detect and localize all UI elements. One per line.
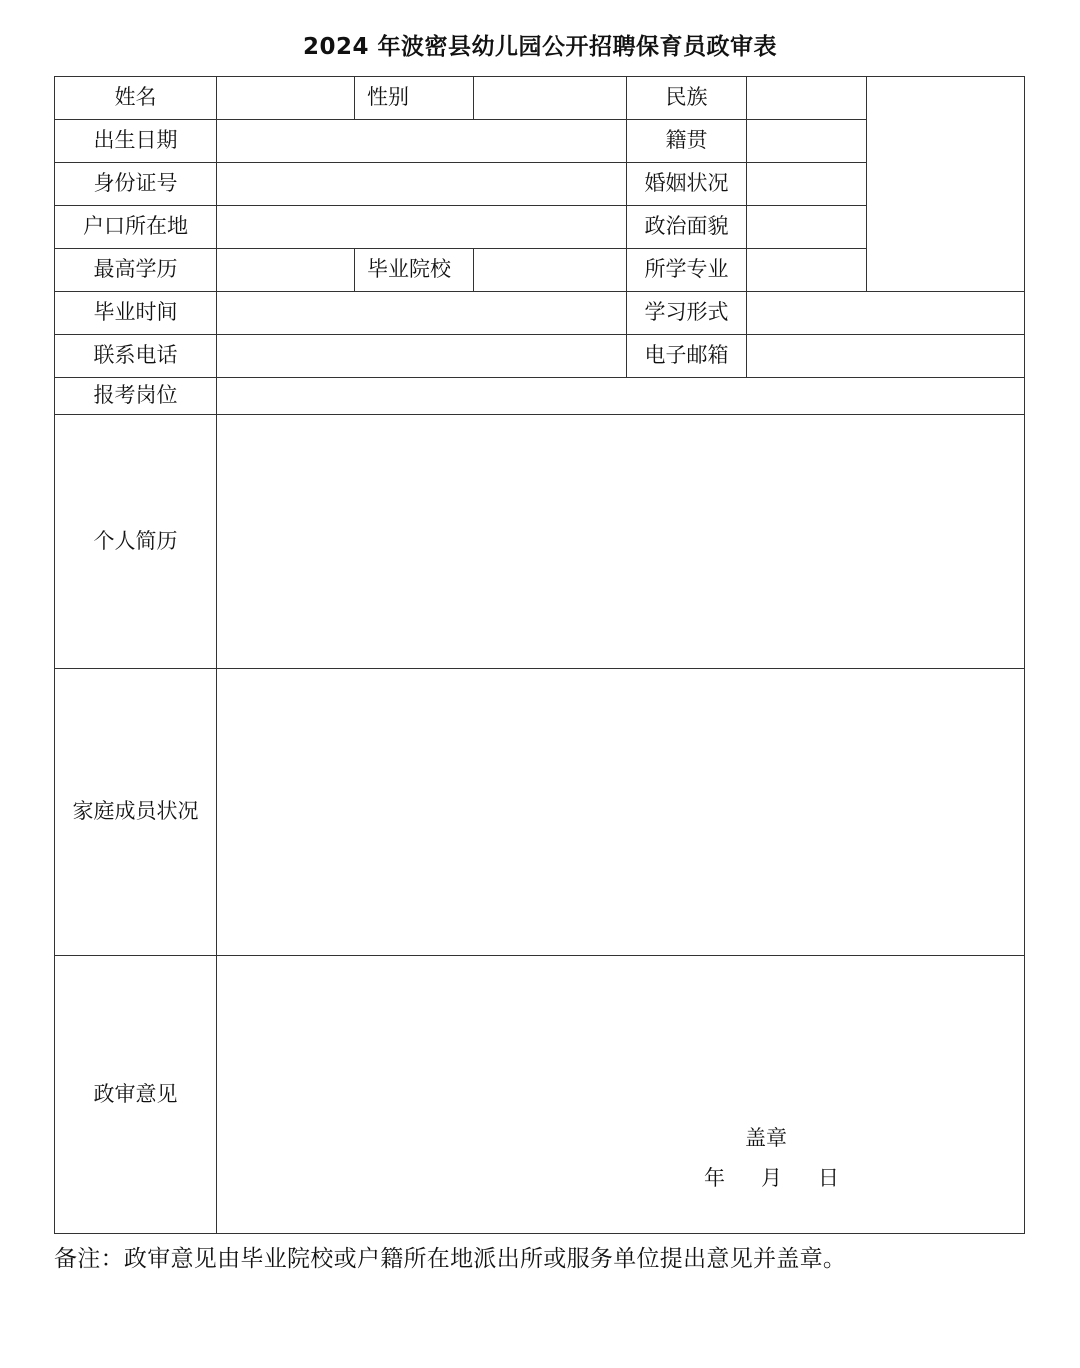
label-id-number: 身份证号	[55, 163, 217, 206]
label-family-members: 家庭成员状况	[55, 669, 217, 956]
label-ethnicity: 民族	[627, 77, 747, 120]
label-position: 报考岗位	[55, 378, 217, 415]
review-form-table	[54, 76, 1025, 1234]
field-resume[interactable]	[217, 415, 1025, 669]
label-review-opinion: 政审意见	[55, 956, 217, 1234]
field-study-form[interactable]	[747, 292, 1025, 335]
field-graduation-time[interactable]	[217, 292, 627, 335]
field-household-location[interactable]	[217, 206, 627, 249]
label-name: 姓名	[55, 77, 217, 120]
date-month-label: 月	[761, 1166, 782, 1190]
field-gender[interactable]	[474, 77, 627, 120]
label-household-location: 户口所在地	[55, 206, 217, 249]
label-highest-education: 最高学历	[55, 249, 217, 292]
field-native-place[interactable]	[747, 120, 867, 163]
field-graduate-school[interactable]	[474, 249, 627, 292]
field-email[interactable]	[747, 335, 1025, 378]
label-phone: 联系电话	[55, 335, 217, 378]
field-review-opinion[interactable]	[217, 956, 1025, 1234]
field-birth-date[interactable]	[217, 120, 627, 163]
form-title: 2024 年波密县幼儿园公开招聘保育员政审表	[302, 34, 778, 60]
date-line	[704, 1162, 839, 1192]
field-political-status[interactable]	[747, 206, 867, 249]
label-study-form: 学习形式	[627, 292, 747, 335]
remark-note: 备注：政审意见由毕业院校或户籍所在地派出所或服务单位提出意见并盖章。	[54, 1246, 847, 1272]
label-graduation-time: 毕业时间	[55, 292, 217, 335]
field-id-number[interactable]	[217, 163, 627, 206]
label-marital-status: 婚姻状况	[627, 163, 747, 206]
field-major[interactable]	[747, 249, 867, 292]
photo-box	[867, 77, 1025, 292]
label-native-place: 籍贯	[627, 120, 747, 163]
field-highest-education[interactable]	[217, 249, 355, 292]
field-phone[interactable]	[217, 335, 627, 378]
label-resume: 个人简历	[55, 415, 217, 669]
label-email: 电子邮箱	[627, 335, 747, 378]
field-family-members[interactable]	[217, 669, 1025, 956]
date-day-label: 日	[818, 1166, 839, 1190]
label-political-status: 政治面貌	[627, 206, 747, 249]
stamp-label: 盖章	[745, 1126, 787, 1150]
label-gender: 性别	[355, 77, 474, 120]
field-marital-status[interactable]	[747, 163, 867, 206]
date-year-label: 年	[704, 1166, 725, 1190]
label-major: 所学专业	[627, 249, 747, 292]
label-birth-date: 出生日期	[55, 120, 217, 163]
field-position[interactable]	[217, 378, 1025, 415]
field-name[interactable]	[217, 77, 355, 120]
field-ethnicity[interactable]	[747, 77, 867, 120]
label-graduate-school: 毕业院校	[355, 249, 474, 292]
